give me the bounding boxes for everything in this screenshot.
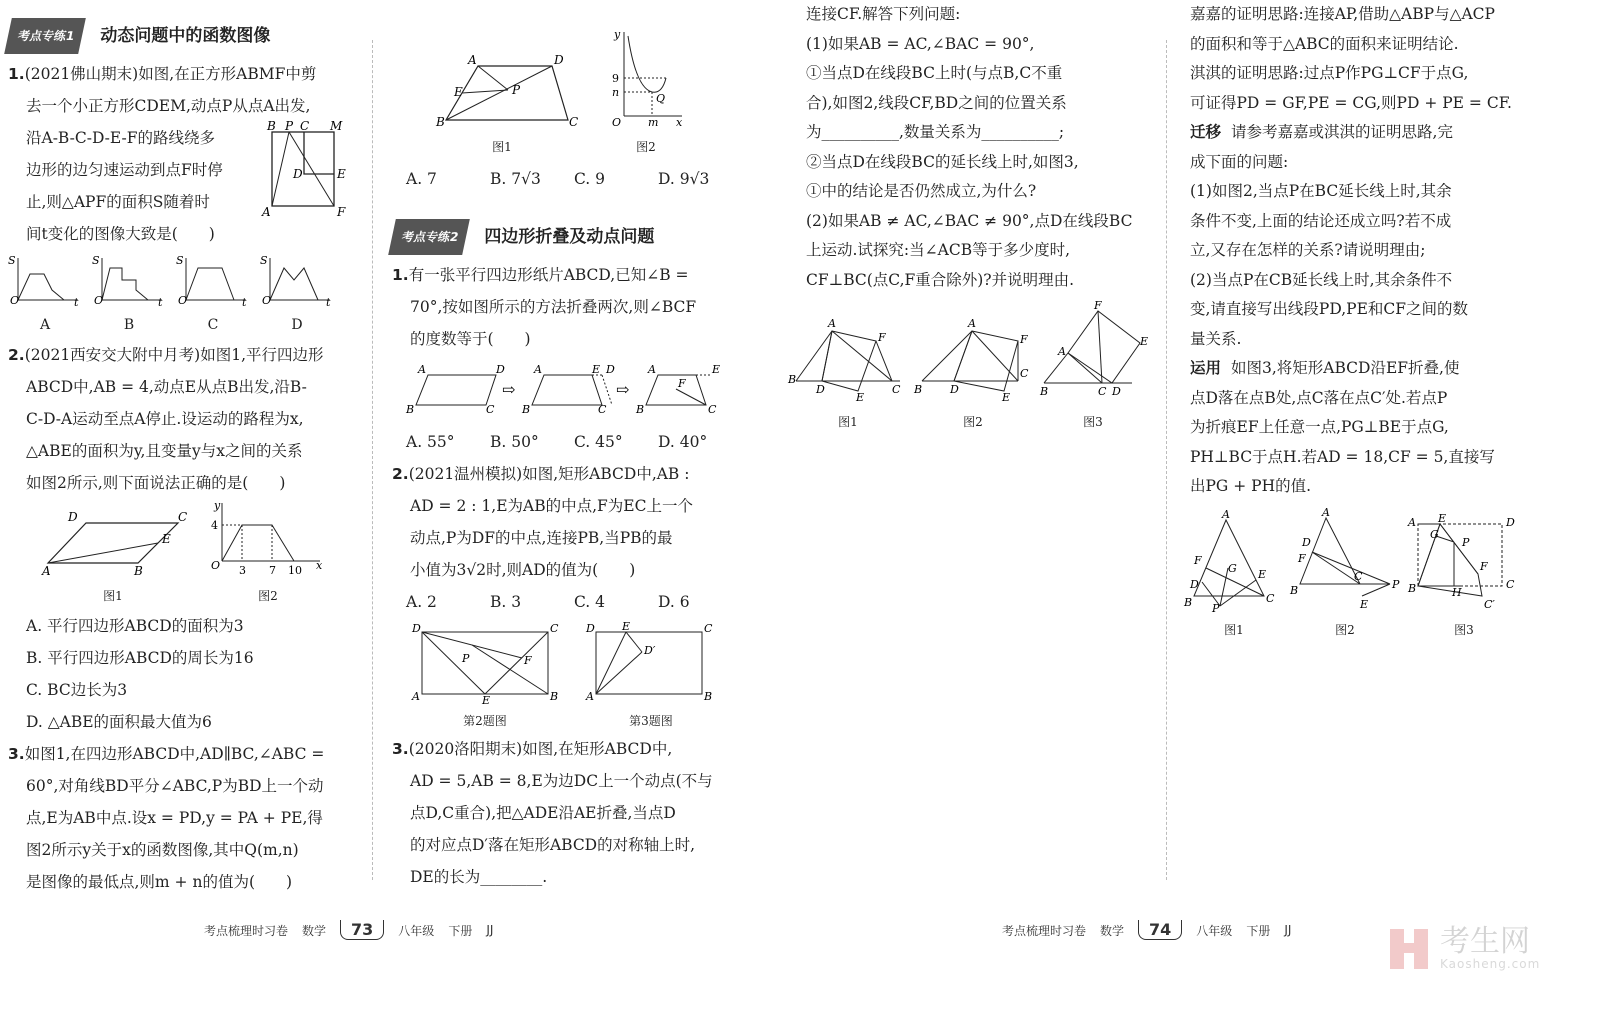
question-text: (2020洛阳期末)如图,在矩形ABCD中,: [408, 740, 673, 758]
col4-fig3: [1406, 512, 1522, 612]
svg-text:D: D: [554, 53, 564, 67]
column-divider: [1166, 40, 1167, 880]
choice-c[interactable]: C. BC边长为3: [26, 681, 128, 699]
option-b[interactable]: B. 3: [490, 593, 522, 611]
svg-text:P: P: [1392, 577, 1400, 591]
option-a[interactable]: A. 7: [406, 170, 437, 188]
question-text: 70°,按如图所示的方法折叠两次,则∠BCF: [410, 298, 697, 316]
svg-text:A: A: [262, 205, 271, 219]
svg-text:D: D: [816, 383, 825, 396]
svg-text:D: D: [606, 363, 615, 376]
svg-text:E: E: [162, 532, 171, 546]
svg-text:E: E: [1258, 567, 1267, 581]
svg-text:C: C: [569, 115, 579, 129]
svg-text:C: C: [1098, 385, 1107, 398]
svg-text:F: F: [878, 331, 886, 344]
section-tag: 考点专练2: [388, 219, 470, 255]
col3-figures: [788, 299, 1149, 430]
question-text: ①中的结论是否仍然成立,为什么?: [806, 182, 1037, 200]
svg-text:C: C: [1266, 591, 1275, 605]
s2-question-1: [392, 259, 742, 458]
proof-text: 淇淇的证明思路:过点P作PG⊥CF于点G,: [1190, 64, 1469, 82]
svg-text:O: O: [612, 116, 622, 129]
svg-text:D: D: [1302, 535, 1311, 549]
col3-fig2: [914, 317, 1032, 403]
question-text: 请参考嘉嘉或淇淇的证明思路,完: [1231, 123, 1453, 141]
figure-caption: 第3题图: [629, 714, 673, 728]
svg-text:D: D: [293, 167, 303, 181]
question-number: 1.: [392, 266, 409, 284]
svg-text:A: A: [1408, 515, 1416, 529]
figure-caption: 图3: [1083, 414, 1103, 429]
question-text: 成下面的问题:: [1190, 152, 1289, 171]
question-text: 变,请直接写出线段PD,PE和CF之间的数: [1190, 300, 1469, 318]
question-number: 2.: [8, 346, 25, 364]
svg-text:E: E: [712, 363, 721, 376]
option-a[interactable]: A. 55°: [406, 433, 455, 451]
figure-caption: 图1: [492, 140, 512, 154]
section-title: 动态问题中的函数图像: [100, 26, 271, 46]
svg-text:A: A: [1058, 345, 1066, 358]
option-c[interactable]: C. 4: [574, 593, 606, 611]
svg-text:C: C: [300, 119, 310, 133]
question-text: 立,又存在怎样的关系?请说明理由;: [1190, 241, 1426, 259]
question-text: 间t变化的图像大致是( ): [26, 225, 215, 243]
svg-text:S: S: [176, 254, 184, 267]
svg-text:E: E: [1360, 597, 1369, 611]
right-page-column-2: [1184, 0, 1540, 638]
svg-text:⇨: ⇨: [616, 380, 630, 399]
option-a-graph[interactable]: S O t A: [8, 254, 79, 333]
question-text: 点,E为AB中点.设x = PD,y = PA + PE,得: [26, 809, 323, 827]
svg-text:t: t: [326, 296, 331, 309]
question-3: [8, 738, 358, 898]
svg-text:B: B: [550, 690, 559, 703]
svg-text:E: E: [337, 167, 346, 181]
question-text[interactable]: DE的长为________.: [410, 868, 548, 886]
question-text: 止,则△APF的面积S随着时: [26, 193, 210, 211]
footer-subject: 数学: [302, 923, 327, 938]
svg-text:C: C: [1354, 569, 1363, 583]
svg-text:O: O: [94, 294, 104, 307]
svg-text:10: 10: [288, 564, 302, 577]
question-text: ②当点D在线段BC的延长线上时,如图3,: [806, 152, 1079, 171]
svg-text:C: C: [708, 403, 717, 416]
svg-text:B: B: [406, 403, 415, 416]
svg-text:D: D: [1112, 385, 1121, 398]
footer-book: 考点梳理时习卷: [1002, 923, 1087, 938]
question-text: 连接CF.解答下列问题:: [806, 5, 961, 23]
svg-text:C: C: [486, 403, 495, 416]
svg-text:D: D: [68, 510, 78, 524]
q3-options: [406, 163, 742, 195]
question-text: 是图像的最低点,则m + n的值为( ): [26, 873, 293, 891]
footer-left: [204, 920, 493, 940]
svg-text:E: E: [1002, 391, 1011, 404]
column-divider: [372, 40, 373, 880]
svg-text:E: E: [1438, 511, 1447, 525]
question-number: 1.: [8, 65, 25, 83]
question-text: (2021温州模拟)如图,矩形ABCD中,AB :: [408, 465, 690, 483]
footer-grade: 八年级: [398, 923, 435, 938]
svg-text:D: D: [586, 622, 595, 635]
figure-caption: 图2: [636, 140, 656, 154]
svg-text:D: D: [496, 363, 505, 376]
svg-text:P: P: [462, 652, 470, 665]
footer-book: 考点梳理时习卷: [204, 923, 289, 938]
question-text: 为折痕EF上任意一点,PG⊥BE于点G,: [1190, 418, 1449, 436]
question-text: 量关系.: [1190, 329, 1242, 348]
transfer-keyword: 迁移: [1190, 123, 1222, 141]
question-text: CF⊥BC(点C,F重合除外)?并说明理由.: [806, 270, 1075, 289]
svg-text:C: C: [598, 403, 607, 416]
svg-text:A: A: [412, 690, 420, 703]
svg-text:B: B: [788, 373, 797, 386]
question-text: 的对应点D′落在矩形ABCD的对称轴上时,: [410, 836, 696, 854]
svg-text:P: P: [1212, 601, 1220, 615]
question-text: 上运动.试探究:当∠ACB等于多少度时,: [806, 241, 1071, 259]
svg-text:m: m: [648, 116, 659, 129]
question-text: 点D,C重合),把△ADE沿AE折叠,当点D: [410, 804, 676, 822]
svg-text:C: C: [550, 622, 559, 635]
col3-fig1: [788, 317, 908, 403]
col4-fig2: [1290, 505, 1400, 612]
svg-text:A: A: [586, 690, 594, 703]
col3-fig3: [1038, 299, 1149, 403]
svg-text:O: O: [178, 294, 188, 307]
svg-text:C′: C′: [1484, 597, 1495, 611]
question-text: 去一个小正方形CDEM,动点P从点A出发,: [26, 97, 311, 115]
question-text: (2021西安交大附中月考)如图1,平行四边形: [24, 346, 324, 364]
left-column: [8, 0, 358, 898]
figure-caption: 图1: [1224, 623, 1244, 637]
watermark-url: Kaosheng.com: [1440, 957, 1541, 971]
question-text: ABCD中,AB = 4,动点E从点B出发,沿B-: [26, 378, 307, 396]
question-1: [8, 58, 358, 333]
svg-text:x: x: [676, 116, 683, 129]
svg-text:A: A: [648, 363, 656, 376]
svg-text:A: A: [534, 363, 542, 376]
svg-text:D: D: [950, 383, 959, 396]
svg-text:G: G: [1430, 527, 1439, 541]
svg-text:Q: Q: [656, 92, 666, 105]
svg-text:M: M: [330, 119, 343, 133]
question-text: C-D-A运动至点A停止.设运动的路程为x,: [26, 410, 304, 428]
svg-text:9: 9: [612, 72, 619, 85]
svg-text:F: F: [1020, 333, 1028, 346]
svg-text:D: D: [1506, 515, 1515, 529]
svg-text:C: C: [1506, 577, 1515, 591]
question-text: 动点,P为DF的中点,连接PB,当PB的最: [410, 529, 673, 547]
footer-volume: 下册: [1246, 923, 1271, 938]
col4-figures: [1184, 505, 1540, 639]
svg-text:A: A: [1222, 507, 1230, 521]
svg-text:E: E: [1140, 335, 1149, 348]
svg-text:F: F: [1194, 553, 1202, 567]
option-b[interactable]: B. 50°: [490, 433, 539, 451]
svg-text:S: S: [8, 254, 16, 267]
svg-text:A: A: [468, 53, 477, 67]
svg-text:B: B: [1290, 583, 1299, 597]
question-text: AD = 2 : 1,E为AB的中点,F为EC上一个: [410, 497, 693, 515]
svg-text:O: O: [262, 294, 272, 307]
footer-subject: 数学: [1100, 923, 1125, 938]
s2q2-rectangle-figure: [410, 622, 560, 707]
q2-fig1-parallelogram: [38, 507, 188, 577]
section-header-1: [8, 18, 358, 54]
svg-text:P: P: [1462, 535, 1470, 549]
svg-text:O: O: [211, 559, 221, 572]
svg-text:F: F: [678, 377, 686, 390]
svg-text:B: B: [267, 119, 276, 133]
svg-text:E: E: [454, 85, 463, 99]
svg-text:B: B: [636, 403, 645, 416]
svg-text:A: A: [418, 363, 426, 376]
svg-text:C: C: [178, 510, 188, 524]
section-title: 四边形折叠及动点问题: [484, 227, 655, 247]
question-text: (2)当点P在CB延长线上时,其余条件不: [1190, 270, 1453, 289]
figure-caption: 图2: [258, 589, 278, 603]
s2q2-s2q3-figures: [410, 622, 742, 729]
svg-text:B: B: [1184, 595, 1193, 609]
footer-edition: JJ: [1284, 923, 1292, 937]
svg-text:B: B: [1040, 385, 1049, 398]
svg-text:B: B: [914, 383, 923, 396]
svg-text:C: C: [704, 622, 713, 635]
right-page-column-1: [788, 0, 1149, 430]
middle-column: [392, 0, 742, 893]
svg-text:t: t: [158, 296, 163, 309]
s2q3-rectangle-figure: [586, 622, 716, 702]
question-text: 的度数等于( ): [410, 330, 531, 348]
svg-text:3: 3: [239, 564, 246, 577]
s2-question-2: [392, 458, 742, 729]
svg-text:H: H: [1452, 585, 1462, 599]
svg-text:O: O: [10, 294, 20, 307]
option-c[interactable]: C. 9: [574, 170, 606, 188]
svg-text:7: 7: [269, 564, 276, 577]
proof-text: 嘉嘉的证明思路:连接AP,借助△ABP与△ACP: [1190, 5, 1495, 23]
q1-figure: [258, 120, 350, 218]
page-number: 73: [340, 920, 384, 940]
svg-text:A: A: [968, 317, 976, 330]
svg-text:E: E: [592, 363, 601, 376]
svg-text:C: C: [892, 383, 901, 396]
question-number: 3.: [8, 745, 25, 763]
option-d[interactable]: D. 6: [658, 593, 690, 611]
watermark-logo-icon: [1388, 925, 1432, 973]
proof-text: 的面积和等于△ABC的面积来证明结论.: [1190, 34, 1459, 53]
question-text: (1)如图2,当点P在BC延长线上时,其余: [1190, 182, 1452, 200]
option-d-graph[interactable]: S O t D: [260, 254, 331, 333]
q2-figures: [38, 499, 358, 604]
svg-text:D′: D′: [644, 644, 656, 657]
question-text: PH⊥BC于点H.若AD = 18,CF = 5,直接写: [1190, 447, 1495, 466]
footer-grade: 八年级: [1196, 923, 1233, 938]
question-number: 3.: [392, 740, 409, 758]
svg-text:B: B: [436, 115, 445, 129]
answer-blanks[interactable]: 为__________,数量关系为__________;: [806, 123, 1065, 141]
question-text: AD = 5,AB = 8,E为边DC上一个动点(不与: [410, 772, 713, 790]
svg-text:S: S: [92, 254, 100, 267]
question-text: 小值为3√2时,则AD的值为( ): [410, 561, 636, 579]
figure-caption: 图1: [103, 589, 123, 603]
question-2: [8, 339, 358, 738]
question-text: 点D落在点B处,点C落在点C′处.若点P: [1190, 388, 1448, 407]
question-text: 出PG + PH的值.: [1190, 477, 1312, 495]
question-text: 有一张平行四边形纸片ABCD,已知∠B =: [408, 266, 689, 284]
svg-text:B: B: [522, 403, 531, 416]
question-text: (2021佛山期末)如图,在正方形ABMF中剪: [24, 65, 317, 83]
s2q1-fold-figures: [406, 361, 736, 415]
choice-b[interactable]: B. 平行四边形ABCD的周长为16: [26, 649, 254, 667]
svg-text:n: n: [612, 86, 620, 99]
svg-text:y: y: [614, 28, 621, 41]
svg-text:E: E: [856, 391, 865, 404]
footer-right: [1002, 920, 1291, 940]
svg-text:F: F: [524, 654, 532, 667]
apply-keyword: 运用: [1190, 359, 1222, 377]
svg-text:4: 4: [211, 519, 218, 532]
svg-text:P: P: [285, 119, 294, 133]
q3-fig2-graph: [606, 28, 686, 128]
question-text: ①当点D在线段BC上时(与点B,C不重: [806, 64, 1063, 82]
option-d[interactable]: D. 9√3: [658, 170, 710, 188]
question-text: 如图3,将矩形ABCD沿EF折叠,使: [1231, 359, 1460, 377]
section-tag: 考点专练1: [4, 18, 86, 54]
question-text: 图2所示y关于x的函数图像,其中Q(m,n): [26, 841, 299, 859]
svg-text:F: F: [1480, 559, 1488, 573]
watermark-text: 考生网: [1440, 924, 1530, 959]
figure-caption: 图1: [838, 414, 858, 429]
svg-text:B: B: [1408, 581, 1417, 595]
question-number: 2.: [392, 465, 409, 483]
s2-question-3: [392, 733, 742, 893]
q3-figures: [432, 28, 742, 155]
question-text: (1)如果AB = AC,∠BAC = 90°,: [806, 34, 1035, 53]
watermark: [1388, 925, 1540, 973]
question-text: 沿A-B-C-D-E-F的路线绕多: [26, 129, 215, 147]
svg-text:E: E: [622, 620, 631, 633]
svg-text:D: D: [1190, 577, 1199, 591]
svg-text:t: t: [242, 296, 247, 309]
svg-text:B: B: [704, 690, 713, 703]
question-text: 如图2所示,则下面说法正确的是( ): [26, 474, 286, 492]
svg-text:D: D: [412, 622, 421, 635]
svg-text:y: y: [214, 499, 221, 512]
option-a[interactable]: A. 2: [406, 593, 437, 611]
question-text: 60°,对角线BD平分∠ABC,P为BD上一个动: [26, 777, 324, 795]
section-header-2: [392, 219, 742, 255]
question-text: (2)如果AB ≠ AC,∠BAC ≠ 90°,点D在线段BC: [806, 211, 1133, 230]
choice-d[interactable]: D. △ABE的面积最大值为6: [26, 713, 212, 731]
s2q2-options: [406, 586, 742, 618]
svg-text:t: t: [74, 296, 79, 309]
footer-volume: 下册: [448, 923, 473, 938]
svg-text:F: F: [1298, 551, 1306, 565]
svg-text:x: x: [316, 559, 323, 572]
question-text: 如图1,在四边形ABCD中,AD∥BC,∠ABC =: [24, 745, 325, 763]
question-text: 合),如图2,线段CF,BD之间的位置关系: [806, 93, 1067, 112]
svg-text:A: A: [1322, 505, 1330, 519]
option-b[interactable]: B. 7√3: [490, 170, 541, 188]
s2q1-options: [406, 426, 742, 458]
q1-options: [8, 254, 358, 333]
svg-text:F: F: [337, 205, 346, 219]
svg-text:A: A: [42, 564, 51, 578]
choice-a[interactable]: A. 平行四边形ABCD的面积为3: [26, 617, 244, 635]
svg-text:S: S: [260, 254, 268, 267]
question-text: △ABE的面积为y,且变量y与x之间的关系: [26, 442, 303, 460]
option-c-graph[interactable]: S O t C: [176, 254, 247, 333]
svg-text:A: A: [828, 317, 836, 330]
option-c[interactable]: C. 45°: [574, 433, 623, 451]
question-text: 条件不变,上面的结论还成立吗?若不成: [1190, 211, 1452, 230]
q2-fig2-graph: [208, 499, 328, 577]
col4-fig1: [1184, 507, 1284, 615]
proof-text: 可证得PD = GF,PE = CG,则PD + PE = CF.: [1190, 93, 1512, 112]
svg-text:B: B: [134, 564, 143, 578]
option-d[interactable]: D. 40°: [658, 433, 708, 451]
page-number: 74: [1138, 920, 1182, 940]
svg-text:G: G: [1228, 561, 1237, 575]
svg-text:C: C: [1020, 367, 1029, 380]
option-b-graph[interactable]: S O t B: [92, 254, 163, 333]
svg-text:P: P: [512, 83, 521, 97]
figure-caption: 第2题图: [463, 714, 507, 728]
figure-caption: 图2: [963, 414, 983, 429]
figure-caption: 图2: [1335, 623, 1355, 637]
question-text: 边形的边匀速运动到点F时停: [26, 161, 223, 179]
svg-text:⇨: ⇨: [502, 380, 516, 399]
svg-text:E: E: [482, 694, 491, 707]
q3-fig1-quadrilateral: [432, 28, 579, 129]
svg-text:F: F: [1094, 299, 1102, 312]
figure-caption: 图3: [1454, 623, 1474, 637]
footer-edition: JJ: [486, 923, 494, 937]
